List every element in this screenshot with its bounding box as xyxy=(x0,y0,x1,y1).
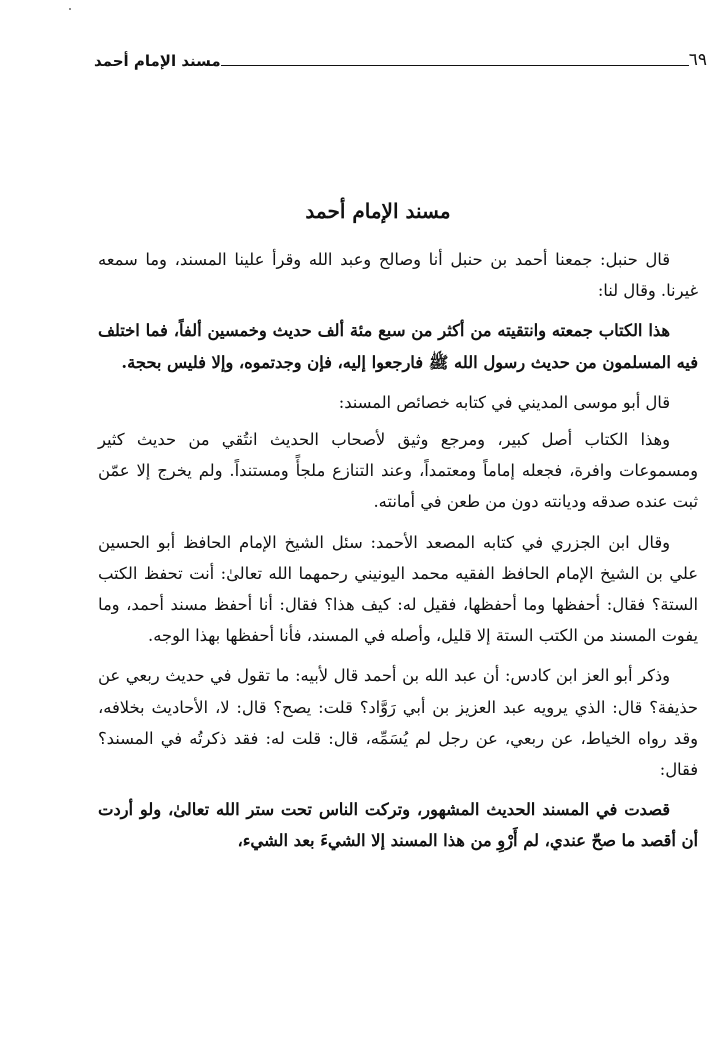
section-title: مسند الإمام أحمد xyxy=(305,199,451,223)
running-header xyxy=(88,40,713,70)
running-title: مسند الإمام أحمد xyxy=(94,52,221,70)
paragraph-ibn-jazari: وقال ابن الجزري في كتابه المصعد الأحمد: سئل الشيخ الإمام الحافظ أبو الحسين علي بن الشيخ الإمام الحافظ الفقيه محمد اليونيني رحمهما الله تعالىٰ: أنت تحفظ الكتب الستة؟ فقال: أحفظها وما أحفظها، فقيل له: كيف هذا؟ فقال: أنا أحفظ مسند أحمد، وما يفوت المسند من الكتب الستة إلا قليل، وأصله في المسند، فأنا أحفظها بهذا الوجه. xyxy=(98,532,698,646)
paragraph-ibn-kadis: وذكر أبو العز ابن كادس: أن عبد الله بن أحمد قال لأبيه: ما تقول في حديث ربعي عن حذيفة؟ قال: الذي يرويه عبد العزيز بن أبي رَوَّاد؟ قلت: يصح؟ قال: لا، الأحاديث بخلافه، وقد رواه الخياط، عن ربعي، عن رجل لم يُسَمِّه، قال: قلت له: فقد ذكرتُه في المسند؟ فقال: xyxy=(98,666,698,780)
paragraph-hanbal: قال حنبل: جمعنا أحمد بن حنبل أنا وصالح وعبد الله وقرأ علينا المسند، وما سمعه غيرنا. وقال لنا: xyxy=(98,250,698,301)
quote-imam-ahmad: هذا الكتاب جمعته وانتقيته من أكثر من سبع مئة ألف حديث وخمسين ألفاً، فما اختلف فيه المسلمون من حديث رسول الله ﷺ فارجعوا إليه، فإن وجدتموه، وإلا فليس بحجة. xyxy=(98,321,698,372)
page-speck xyxy=(69,8,71,10)
page-number: ٦٩ xyxy=(688,50,707,70)
page-body xyxy=(98,196,698,866)
header-rule xyxy=(221,65,689,66)
quote-musnad-purpose: قصدت في المسند الحديث المشهور، وتركت الناس تحت ستر الله تعالىٰ، ولو أردت أن أقصد ما صحّ عندي، لم أَرْوِ من هذا المسند إلا الشيءَ بعد الشيء، xyxy=(98,800,698,851)
paragraph-madini-intro: قال أبو موسى المديني في كتابه خصائص المسند: xyxy=(338,392,670,412)
paragraph-madini-quote: وهذا الكتاب أصل كبير، ومرجع وثيق لأصحاب الحديث انتُقي من حديث كثير ومسموعات وافرة، فجعله إماماً ومعتمداً، وعند التنازع ملجأً ومستنداً. ولم يخرج إلا عمّن ثبت عنده صدقه وديانته دون من طعن في أمانته. xyxy=(98,430,698,512)
